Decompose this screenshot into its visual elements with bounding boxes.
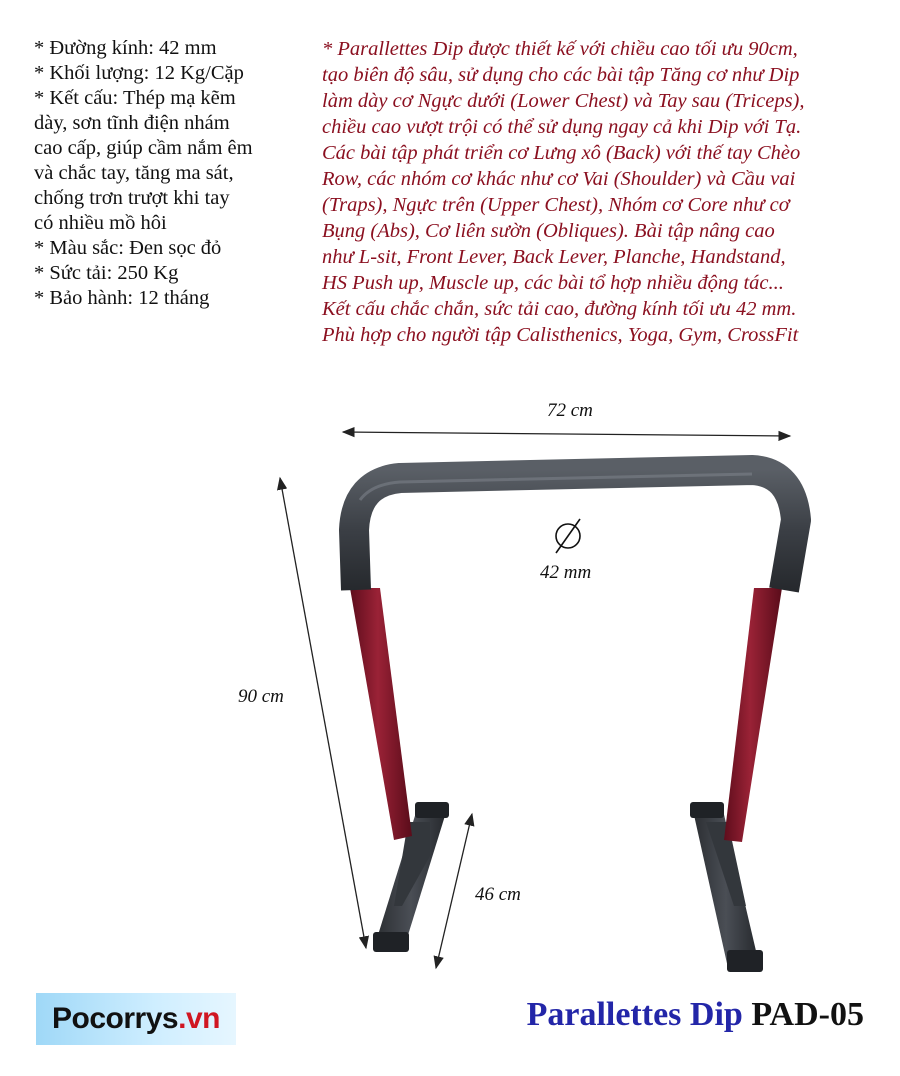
description-line: HS Push up, Muscle up, các bài tổ hợp nhiều động tác... bbox=[322, 272, 784, 294]
description-line: Row, các nhóm cơ khác như cơ Vai (Shoulder) và Cầu vai bbox=[322, 168, 796, 190]
spec-line: * Màu sắc: Đen sọc đỏ bbox=[34, 237, 222, 259]
diameter-label: 42 mm bbox=[540, 562, 592, 583]
spec-line: có nhiều mồ hôi bbox=[34, 212, 167, 234]
description-line: Phù hợp cho người tập Calisthenics, Yoga, Gym, CrossFit bbox=[322, 324, 799, 346]
spec-line: * Đường kính: 42 mm bbox=[34, 37, 217, 59]
left-foot bbox=[373, 802, 449, 952]
spec-line: cao cấp, giúp cầm nắm êm bbox=[34, 137, 253, 159]
description-line: Bụng (Abs), Cơ liên sườn (Obliques). Bài tập nâng cao bbox=[322, 220, 775, 242]
description-line: (Traps), Ngực trên (Upper Chest), Nhóm cơ Core như cơ bbox=[322, 194, 790, 216]
right-upright-red bbox=[724, 588, 782, 842]
diameter-icon bbox=[556, 519, 580, 553]
width-dimension-line bbox=[343, 432, 790, 436]
logo-name: Pocorrys bbox=[52, 1002, 179, 1035]
logo-tld: .vn bbox=[178, 1002, 220, 1035]
description-line: như L-sit, Front Lever, Back Lever, Planche, Handstand, bbox=[322, 246, 786, 268]
depth-dimension-line bbox=[436, 814, 472, 968]
spec-line: * Khối lượng: 12 Kg/Cặp bbox=[34, 62, 244, 84]
product-model: PAD-05 bbox=[751, 996, 864, 1033]
spec-line: và chắc tay, tăng ma sát, bbox=[34, 162, 234, 184]
spec-line: chống trơn trượt khi tay bbox=[34, 187, 230, 209]
description-line: tạo biên độ sâu, sử dụng cho các bài tập Tăng cơ như Dip bbox=[322, 64, 800, 86]
left-upright-red bbox=[350, 588, 412, 840]
width-label: 72 cm bbox=[547, 400, 593, 421]
spec-line: dày, sơn tĩnh điện nhám bbox=[34, 112, 230, 134]
description-line: Kết cấu chắc chắn, sức tải cao, đường kính tối ưu 42 mm. bbox=[322, 298, 797, 320]
brand-logo[interactable] bbox=[36, 993, 236, 1045]
product-title bbox=[527, 996, 864, 1034]
description-line: * Parallettes Dip được thiết kế với chiều cao tối ưu 90cm, bbox=[322, 38, 798, 60]
description-line: chiều cao vượt trội có thể sử dụng ngay cả khi Dip với Tạ. bbox=[322, 116, 802, 138]
product-name: Parallettes Dip bbox=[526, 996, 743, 1033]
spec-line: * Sức tải: 250 Kg bbox=[34, 262, 179, 284]
description-line: làm dày cơ Ngực dưới (Lower Chest) và Tay sau (Triceps), bbox=[322, 90, 805, 112]
description-line: Các bài tập phát triển cơ Lưng xô (Back) với thế tay Chèo bbox=[322, 142, 801, 164]
spec-line: * Kết cấu: Thép mạ kẽm bbox=[34, 87, 236, 109]
logo-text bbox=[52, 1002, 220, 1036]
spec-line: * Bảo hành: 12 tháng bbox=[34, 287, 210, 309]
depth-label: 46 cm bbox=[475, 884, 521, 905]
height-label: 90 cm bbox=[238, 686, 284, 707]
